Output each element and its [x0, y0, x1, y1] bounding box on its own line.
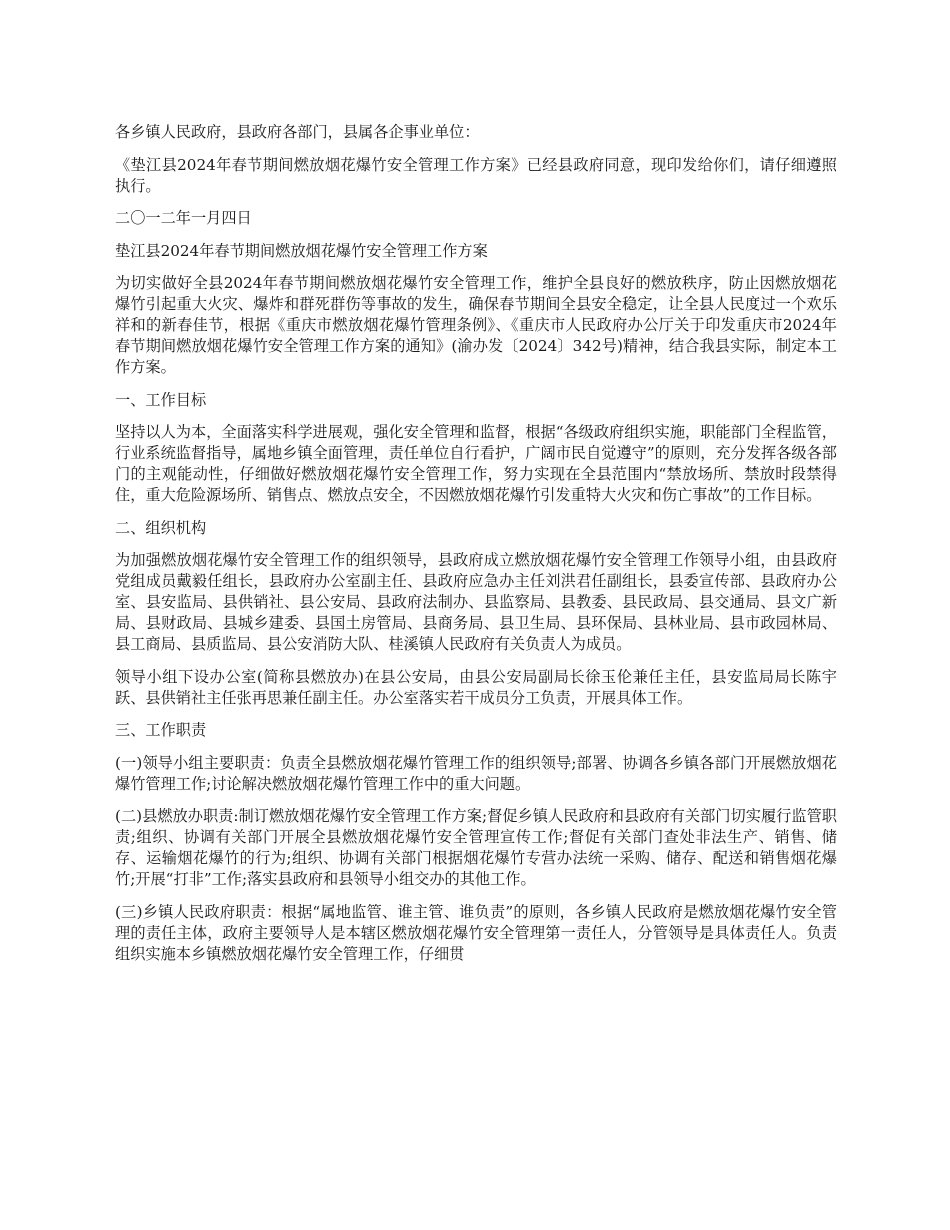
- forwarding-notice: 《垫江县2024年春节期间燃放烟花爆竹安全管理工作方案》已经县政府同意，现印发给你们，请仔细遵照执行。: [115, 155, 837, 195]
- section-heading-duties: 三、工作职责: [115, 721, 207, 739]
- goals-paragraph: 坚持以人为本，全面落实科学进展观，强化安全管理和监督，根据“各级政府组织实施，职能部门全程监管，行业系统监督指导，属地乡镇全面管理，责任单位自行看护，广阔市民自觉遵守”的原则，充分发挥各级各部门的主观能动性，仔细做好燃放烟花爆竹安全管理工作，努力实现在全县范围内“禁放场所、禁放时段禁得住，重大危险源场所、销售点、燃放点安全，不因燃放烟花爆竹引发重特大火灾和伤亡事故”的工作目标。: [115, 423, 837, 504]
- organization-paragraph: 为加强燃放烟花爆竹安全管理工作的组织领导，县政府成立燃放烟花爆竹安全管理工作领导小组，由县政府党组成员戴毅任组长，县政府办公室副主任、县政府应急办主任刘洪君任副组长，县委宣传部、县政府办公室、县安监局、县供销社、县公安局、县政府法制办、县监察局、县教委、县民政局、县交通局、县文广新局、县财政局、县城乡建委、县国土房管局、县商务局、县卫生局、县环保局、县林业局、县市政园林局、县工商局、县质监局、县公安消防大队、桂溪镇人民政府有关负责人为成员。: [115, 551, 837, 653]
- duty-item-leadership-group: (一)领导小组主要职责：负责全县燃放烟花爆竹管理工作的组织领导;部署、协调各乡镇各部门开展燃放烟花爆竹管理工作;讨论解决燃放烟花爆竹管理工作中的重大问题。: [115, 753, 837, 793]
- section-heading-goals: 一、工作目标: [115, 390, 207, 409]
- document-body: [115, 122, 837, 976]
- office-paragraph: 领导小组下设办公室(简称县燃放办)在县公安局，由县公安局副局长徐玉伦兼任主任，县安监局局长陈宇跃、县供销社主任张再思兼任副主任。办公室落实若干成员分工负责，开展具体工作。: [115, 667, 837, 707]
- intro-paragraph: 为切实做好全县2024年春节期间燃放烟花爆竹安全管理工作，维护全县良好的燃放秩序，防止因燃放烟花爆竹引起重大火灾、爆炸和群死群伤等事故的发生，确保春节期间全县安全稳定，让全县人民度过一个欢乐祥和的新春佳节，根据《重庆市燃放烟花爆竹管理条例》、《重庆市人民政府办公厅关于印发重庆市2024年春节期间燃放烟花爆竹安全管理工作方案的通知》(渝办发〔2024〕342号)精神，结合我县实际，制定本工作方案。: [115, 274, 837, 376]
- duty-item-county-office: (二)县燃放办职责:制订燃放烟花爆竹安全管理工作方案;督促乡镇人民政府和县政府有关部门切实履行监管职责;组织、协调有关部门开展全县燃放烟花爆竹安全管理宣传工作;督促有关部门查处非法生产、销售、储存、运输烟花爆竹的行为;组织、协调有关部门根据烟花爆竹专营办法统一采购、储存、配送和销售烟花爆竹;开展“打非”工作;落实县政府和县领导小组交办的其他工作。: [115, 807, 837, 888]
- document-title: 垫江县2024年春节期间燃放烟花爆竹安全管理工作方案: [115, 241, 488, 260]
- section-heading-organization: 二、组织机构: [115, 518, 207, 537]
- salutation: 各乡镇人民政府，县政府各部门，县属各企事业单位：: [115, 123, 480, 141]
- issue-date: 二〇一二年一月四日: [115, 209, 252, 227]
- duty-item-township-government: (三)乡镇人民政府职责：根据“属地监管、谁主管、谁负责”的原则，各乡镇人民政府是燃放烟花爆竹安全管理的责任主体，政府主要领导人是本辖区燃放烟花爆竹安全管理第一责任人，分管领导是具体责任人。负责组织实施本乡镇燃放烟花爆竹安全管理工作，仔细贯: [115, 902, 837, 963]
